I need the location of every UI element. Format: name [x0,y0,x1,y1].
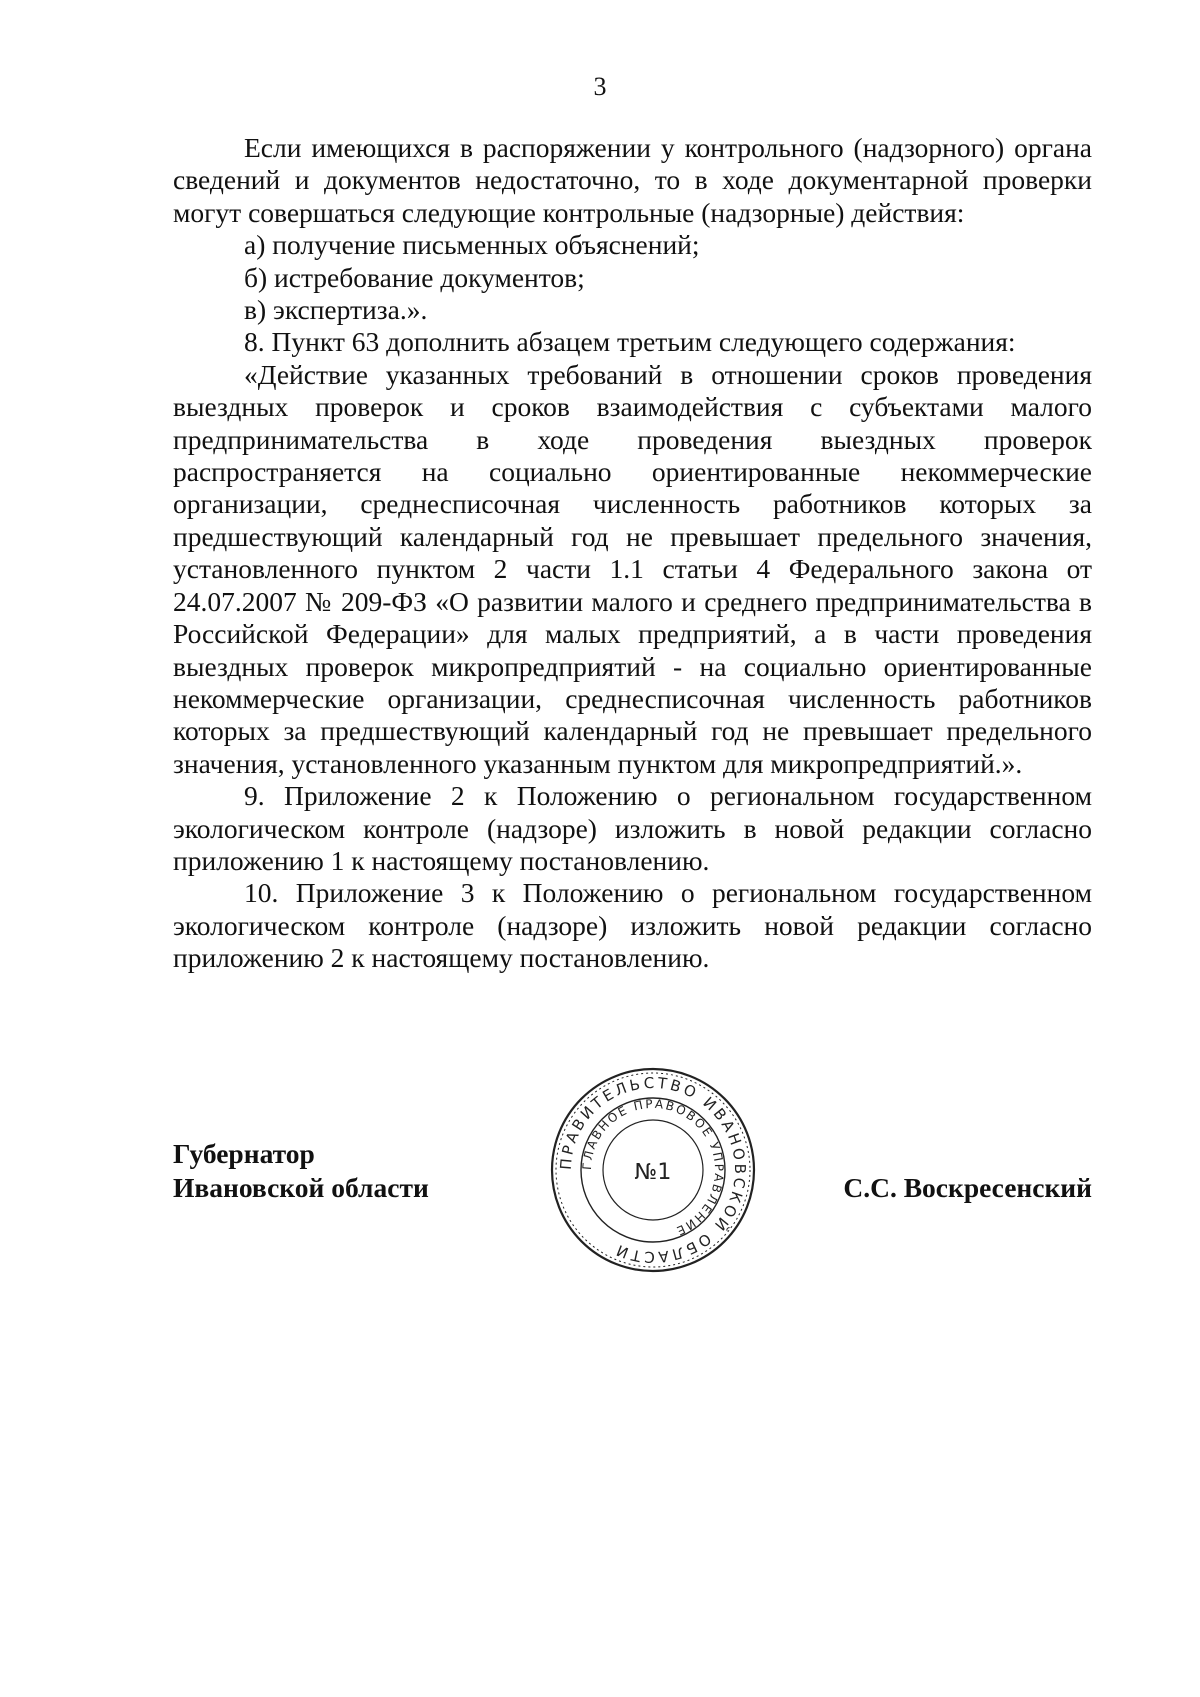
paragraph: 10. Приложение 3 к Положению о региональном государственном экологическом контроле (надзоре) изложить новой редакции согласно приложению 2 к настоящему постановлению. [173,877,1092,974]
signatory-title-line: Губернатор [173,1138,315,1169]
signatory-name: С.С. Воскресенский [843,1172,1092,1203]
list-item: в) экспертиза.». [244,294,428,326]
paragraph: Если имеющихся в распоряжении у контрольного (надзорного) органа сведений и документов недостаточно, то в ходе документарной проверки могут совершаться следующие контрольные (надзорные) действия: [173,132,1092,228]
paragraph: 9. Приложение 2 к Положению о региональном государственном экологическом контроле (надзоре) изложить в новой редакции согласно приложению 1 к настоящему постановлению. [173,780,1092,876]
document-body [173,132,1092,975]
quoted-paragraph: «Действие указанных требований в отношении сроков проведения выездных проверок и сроков взаимодействия с субъектами малого предпринимательства в ходе проведения выездных проверок распространяется на социально ориентированные некоммерческие организации, среднесписочная численность работников которых за предшествующий календарный год не превышает предельного значения, установленного пунктом 2 части 1.1 статьи 4 Федерального закона от 24.07.2007 № 209-ФЗ «О развитии малого и среднего предпринимательства в Российской Федерации» для малых предприятий, а в части проведения выездных проверок микропредприятий - на социально ориентированные некоммерческие организации, среднесписочная численность работников которых за предшествующий календарный год не превышает предельного значения, установленного указанным пунктом для микропредприятий.». [173,358,1092,779]
stamp-number: №1 [634,1160,672,1185]
official-stamp [548,1065,758,1275]
signatory-title-line: Ивановской области [173,1172,429,1203]
stamp-inner-text: ГЛАВНОЕ ПРАВОВОЕ УПРАВЛЕНИЕ [579,1096,727,1239]
list-item: б) истребование документов; [244,261,585,293]
page-number: 3 [593,72,607,101]
stamp-outer-text: ПРАВИТЕЛЬСТВО ИВАНОВСКОЙ ОБЛАСТИ [556,1073,750,1267]
signatory-title [173,1137,429,1205]
paragraph: 8. Пункт 63 дополнить абзацем третьим следующего содержания: [244,326,1016,358]
list-item: а) получение письменных объяснений; [244,229,700,261]
